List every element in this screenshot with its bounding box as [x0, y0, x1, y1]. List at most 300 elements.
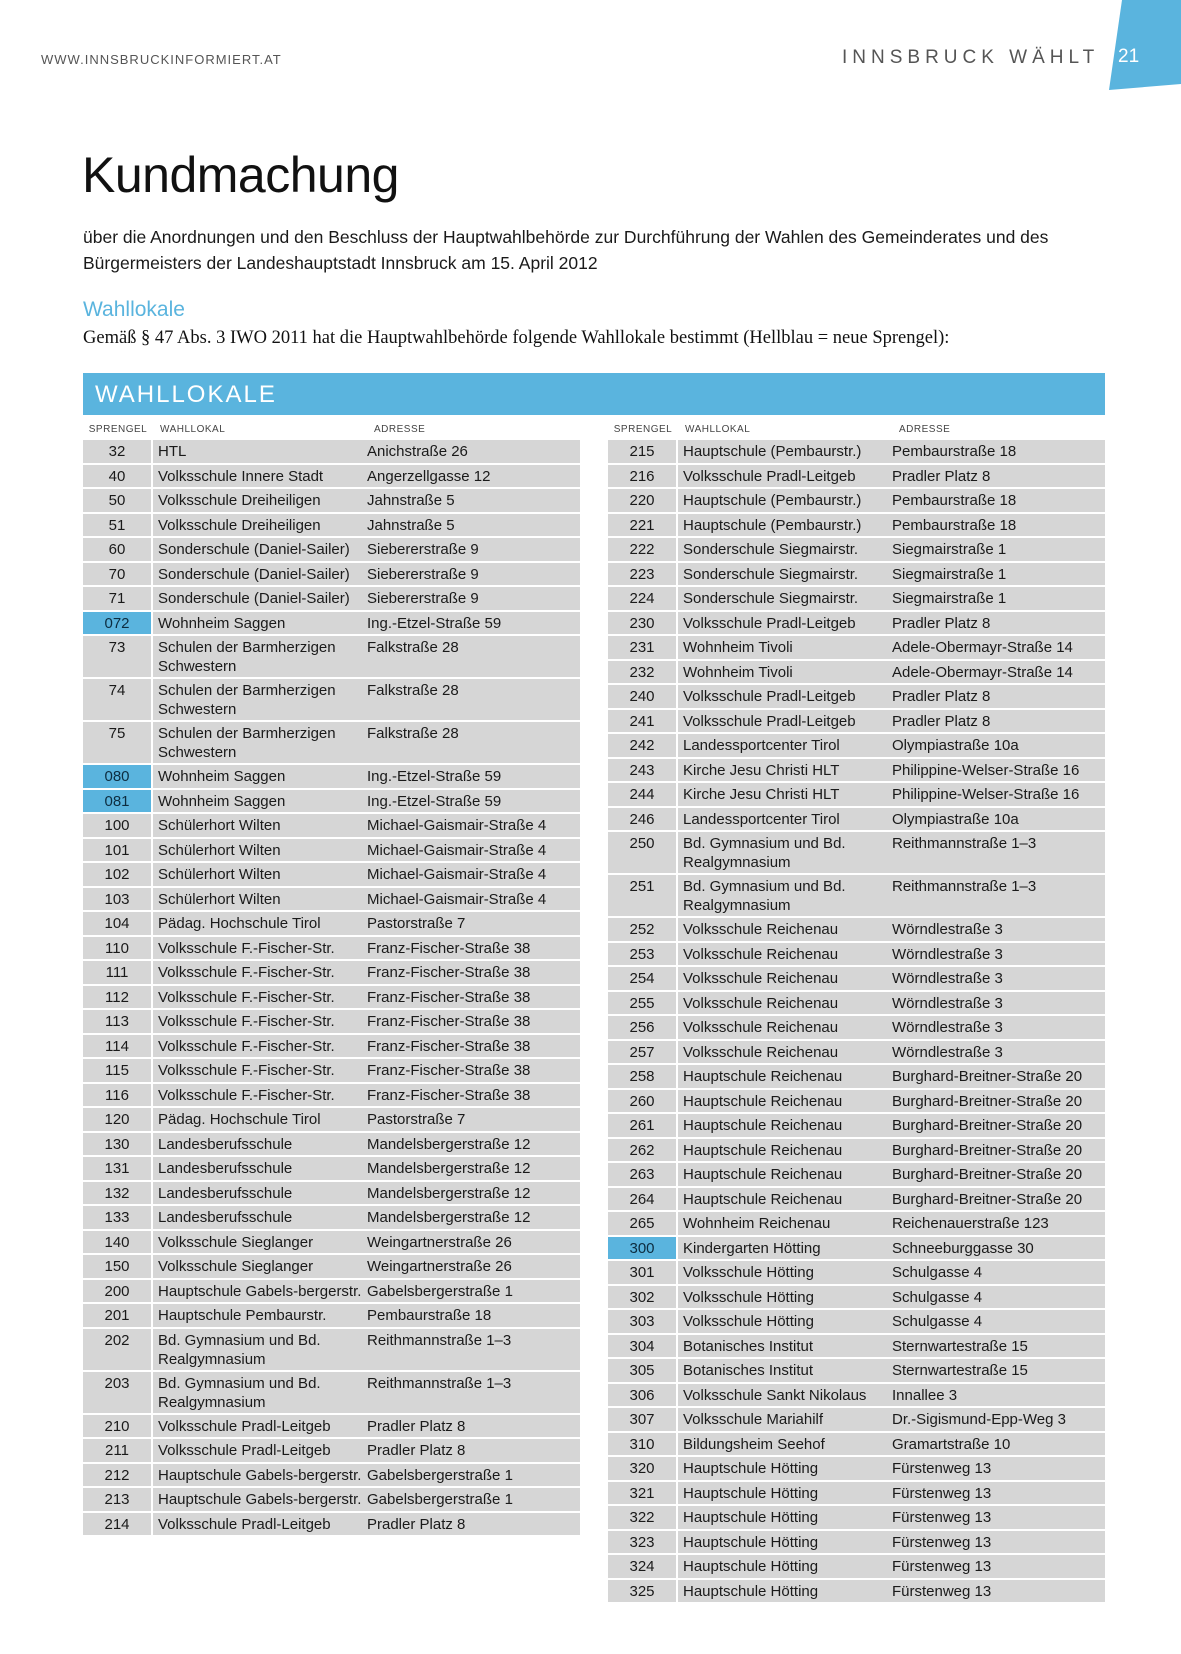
- adresse-cell: Pradler Platz 8: [892, 712, 991, 730]
- sprengel-cell: 60: [83, 538, 153, 561]
- sprengel-cell: 111: [83, 961, 153, 984]
- adresse-cell: Siebererstraße 9: [367, 590, 479, 607]
- wahllokal-cell: Volksschule F.-Fischer-Str.: [158, 964, 335, 981]
- sprengel-cell: 321: [608, 1482, 678, 1505]
- wahllokal-cell: Schülerhort Wilten: [158, 890, 281, 908]
- table-row: [608, 1433, 1105, 1458]
- adresse-cell: Pembaurstraße 18: [892, 516, 1017, 534]
- wahllokal-cell: Volksschule Pradl-Leitgeb: [158, 1417, 331, 1435]
- row-details: [678, 710, 1105, 733]
- wahllokal-cell: Volksschule Mariahilf: [683, 1411, 824, 1428]
- sprengel-cell: 102: [83, 863, 153, 886]
- row-details: [153, 1182, 580, 1205]
- table-row: [83, 1206, 580, 1231]
- sprengel-cell: 203: [83, 1372, 153, 1413]
- row-details: [678, 1433, 1105, 1456]
- wahllokal-cell: Volksschule Hötting: [683, 1313, 814, 1330]
- row-details: [153, 1231, 580, 1254]
- sprengel-cell: 215: [608, 440, 678, 463]
- wahllokal-cell: Hauptschule Reichenau: [683, 1141, 843, 1159]
- sprengel-cell: 305: [608, 1359, 678, 1382]
- sprengel-cell: 241: [608, 710, 678, 733]
- adresse-cell: Innallee 3: [892, 1386, 958, 1404]
- adresse-cell: Burghard-Breitner-Straße 20: [892, 1166, 1083, 1183]
- wahllokal-cell: Hauptschule (Pembaurstr.): [683, 443, 862, 460]
- adresse-cell: Reichenauerstraße 123: [892, 1215, 1049, 1232]
- wahllokal-cell: Schulen der Barmherzigen Schwestern: [158, 725, 336, 761]
- table-row: [608, 1163, 1105, 1188]
- wahllokal-cell: Hauptschule Hötting: [683, 1533, 819, 1551]
- adresse-cell: Wörndlestraße 3: [892, 1043, 1003, 1061]
- table-row: [608, 808, 1105, 833]
- table-row: [608, 514, 1105, 539]
- adresse-cell: Wörndlestraße 3: [892, 994, 1003, 1012]
- row-details: [153, 1059, 580, 1082]
- wahllokal-cell: Wohnheim Saggen: [158, 614, 286, 632]
- table-row: [608, 636, 1105, 661]
- row-details: [153, 1488, 580, 1511]
- wahllokal-cell: Volksschule Pradl-Leitgeb: [158, 1515, 331, 1533]
- wahllokal-cell: Volksschule Reichenau: [683, 1019, 839, 1036]
- sprengel-cell: 264: [608, 1188, 678, 1211]
- wahllokal-cell: Landesberufsschule: [158, 1135, 293, 1153]
- row-details: [153, 1304, 580, 1327]
- page-number: 21: [1118, 46, 1140, 67]
- sprengel-cell: 140: [83, 1231, 153, 1254]
- adresse-cell: Pastorstraße 7: [367, 1111, 466, 1128]
- table-banner: [83, 373, 1105, 415]
- table-row: [83, 1255, 580, 1280]
- table-row: [83, 863, 580, 888]
- table-row: [83, 986, 580, 1011]
- sprengel-cell: 243: [608, 759, 678, 782]
- table-row: [83, 1108, 580, 1133]
- wahllokal-cell: Schülerhort Wilten: [158, 817, 281, 834]
- table-row: [608, 465, 1105, 490]
- wahllokal-cell: Hauptschule Pembaurstr.: [158, 1307, 327, 1324]
- table-row: [608, 1114, 1105, 1139]
- wahllokal-cell: Landesberufsschule: [158, 1209, 293, 1226]
- row-details: [678, 1065, 1105, 1088]
- row-details: [678, 514, 1105, 537]
- table-row: [83, 440, 580, 465]
- wahllokal-cell: Hauptschule Reichenau: [683, 1092, 843, 1110]
- sprengel-cell: 256: [608, 1016, 678, 1039]
- sprengel-cell-new: 081: [83, 790, 153, 813]
- sprengel-cell: 263: [608, 1163, 678, 1186]
- sprengel-cell: 255: [608, 992, 678, 1015]
- row-details: [153, 1329, 580, 1370]
- adresse-cell: Pradler Platz 8: [367, 1417, 466, 1435]
- table-row: [608, 1580, 1105, 1605]
- row-details: [153, 538, 580, 561]
- table-row: [608, 1457, 1105, 1482]
- sprengel-cell: 51: [83, 514, 153, 537]
- adresse-cell: Wörndlestraße 3: [892, 970, 1003, 987]
- table-row: [83, 1464, 580, 1489]
- adresse-cell: Adele-Obermayr-Straße 14: [892, 639, 1073, 656]
- row-details: [678, 538, 1105, 561]
- header-sprengel: SPRENGEL: [88, 424, 148, 435]
- adresse-cell: Schulgasse 4: [892, 1313, 983, 1330]
- row-details: [153, 587, 580, 610]
- wahllokal-cell: Wohnheim Reichenau: [683, 1215, 831, 1232]
- wahllokal-cell: Bd. Gymnasium und Bd. Realgymnasium: [158, 1331, 321, 1368]
- wahllokal-cell: Bd. Gymnasium und Bd. Realgymnasium: [683, 878, 846, 914]
- row-details: [153, 1084, 580, 1107]
- wahllokal-cell: Volksschule Pradl-Leitgeb: [683, 467, 856, 485]
- wahllokal-cell: Volksschule Dreiheiligen: [158, 516, 321, 534]
- table-row: [608, 1090, 1105, 1115]
- adresse-cell: Wörndlestraße 3: [892, 921, 1003, 938]
- adresse-cell: Michael-Gaismair-Straße 4: [367, 841, 547, 859]
- wahllokal-cell: Volksschule F.-Fischer-Str.: [158, 1013, 335, 1030]
- table-row: [608, 1408, 1105, 1433]
- table-row: [608, 734, 1105, 759]
- adresse-cell: Mandelsbergerstraße 12: [367, 1184, 531, 1202]
- table-row: [83, 1035, 580, 1060]
- wahllokal-cell: HTL: [158, 443, 187, 460]
- row-details: [153, 563, 580, 586]
- sprengel-cell: 231: [608, 636, 678, 659]
- sprengel-cell: 262: [608, 1139, 678, 1162]
- sprengel-cell: 130: [83, 1133, 153, 1156]
- sprengel-cell: 246: [608, 808, 678, 831]
- table-row: [608, 1335, 1105, 1360]
- table-row: [608, 1237, 1105, 1262]
- wahllokal-cell: Hauptschule Hötting: [683, 1460, 819, 1477]
- table-row: [608, 1016, 1105, 1041]
- row-details: [678, 612, 1105, 635]
- table-row: [608, 967, 1105, 992]
- sprengel-cell: 222: [608, 538, 678, 561]
- wahllokal-cell: Volksschule Pradl-Leitgeb: [683, 614, 856, 632]
- section-title: INNSBRUCK WÄHLT: [842, 47, 1100, 68]
- wahllokal-cell: Sonderschule Siegmairstr.: [683, 565, 859, 583]
- sprengel-cell: 112: [83, 986, 153, 1009]
- row-details: [153, 765, 580, 788]
- sprengel-cell: 213: [83, 1488, 153, 1511]
- table-row: [83, 465, 580, 490]
- wahllokal-cell: Hauptschule (Pembaurstr.): [683, 492, 862, 509]
- adresse-cell: Franz-Fischer-Straße 38: [367, 1086, 531, 1104]
- wahllokal-cell: Volksschule F.-Fischer-Str.: [158, 939, 335, 957]
- adresse-cell: Franz-Fischer-Straße 38: [367, 988, 531, 1006]
- adresse-cell: Siegmairstraße 1: [892, 590, 1007, 607]
- row-details: [153, 1255, 580, 1278]
- sprengel-cell: 224: [608, 587, 678, 610]
- sprengel-cell: 211: [83, 1439, 153, 1462]
- adresse-cell: Jahnstraße 5: [367, 516, 455, 534]
- adresse-cell: Gramartstraße 10: [892, 1435, 1011, 1453]
- sprengel-cell: 242: [608, 734, 678, 757]
- wahllokal-cell: Pädag. Hochschule Tirol: [158, 1111, 321, 1128]
- table-row: [608, 1482, 1105, 1507]
- sprengel-cell: 40: [83, 465, 153, 488]
- table-row: [608, 1261, 1105, 1286]
- sprengel-cell: 260: [608, 1090, 678, 1113]
- sprengel-cell: 323: [608, 1531, 678, 1554]
- adresse-cell: Olympiastraße 10a: [892, 737, 1019, 754]
- wahllokal-cell: Schülerhort Wilten: [158, 866, 281, 883]
- row-details: [153, 814, 580, 837]
- page-tab: [1108, 0, 1181, 90]
- wahllokal-cell: Kindergarten Hötting: [683, 1239, 821, 1257]
- table-row: [608, 440, 1105, 465]
- adresse-cell: Philippine-Welser-Straße 16: [892, 761, 1080, 779]
- sprengel-cell: 244: [608, 783, 678, 806]
- sprengel-cell: 71: [83, 587, 153, 610]
- row-details: [678, 587, 1105, 610]
- wahllokal-cell: Botanisches Institut: [683, 1362, 814, 1379]
- row-details: [153, 790, 580, 813]
- table-body-left: [83, 440, 580, 1537]
- subtitle: Wahllokale: [83, 298, 185, 321]
- row-details: [678, 783, 1105, 806]
- row-details: [153, 961, 580, 984]
- wahllokal-cell: Botanisches Institut: [683, 1337, 814, 1355]
- wahllokal-cell: Sonderschule (Daniel-Sailer): [158, 565, 350, 583]
- table-row: [608, 661, 1105, 686]
- wahllokal-cell: Landessportcenter Tirol: [683, 810, 840, 828]
- row-details: [678, 1384, 1105, 1407]
- adresse-cell: Pradler Platz 8: [892, 688, 991, 705]
- table-row: [608, 1286, 1105, 1311]
- row-details: [678, 1310, 1105, 1333]
- row-details: [153, 1010, 580, 1033]
- wahllokal-cell: Wohnheim Tivoli: [683, 639, 793, 656]
- adresse-cell: Schulgasse 4: [892, 1264, 983, 1281]
- table-row: [83, 514, 580, 539]
- sprengel-cell: 301: [608, 1261, 678, 1284]
- adresse-cell: Reithmannstraße 1–3: [367, 1331, 512, 1349]
- table-left-column: [83, 422, 580, 1537]
- row-details: [678, 943, 1105, 966]
- table-row: [608, 1555, 1105, 1580]
- wahllokal-cell: Volksschule Reichenau: [683, 945, 839, 963]
- sprengel-cell: 131: [83, 1157, 153, 1180]
- table-row: [608, 759, 1105, 784]
- sprengel-cell: 324: [608, 1555, 678, 1578]
- wahllokal-cell: Hauptschule Gabels-bergerstr.: [158, 1466, 362, 1484]
- adresse-cell: Gabelsbergerstraße 1: [367, 1282, 513, 1300]
- table-row: [83, 1157, 580, 1182]
- sprengel-cell: 252: [608, 918, 678, 941]
- wahllokal-cell: Hauptschule Gabels-bergerstr.: [158, 1282, 362, 1300]
- row-details: [153, 888, 580, 911]
- row-details: [678, 1016, 1105, 1039]
- adresse-cell: Pembaurstraße 18: [367, 1307, 492, 1324]
- table-row: [608, 538, 1105, 563]
- row-details: [678, 992, 1105, 1015]
- adresse-cell: Siebererstraße 9: [367, 565, 479, 583]
- table-row: [608, 1041, 1105, 1066]
- row-details: [678, 918, 1105, 941]
- table-row: [608, 1065, 1105, 1090]
- row-details: [678, 489, 1105, 512]
- wahllokal-cell: Volksschule Hötting: [683, 1288, 814, 1306]
- adresse-cell: Sternwartestraße 15: [892, 1362, 1028, 1379]
- wahllokal-cell: Sonderschule Siegmairstr.: [683, 541, 859, 558]
- sprengel-cell: 50: [83, 489, 153, 512]
- table-body-right: [608, 440, 1105, 1604]
- table-row: [83, 912, 580, 937]
- table-row: [83, 765, 580, 790]
- row-details: [153, 1108, 580, 1131]
- row-details: [678, 563, 1105, 586]
- sprengel-cell: 101: [83, 839, 153, 862]
- adresse-cell: Franz-Fischer-Straße 38: [367, 964, 531, 981]
- wahllokal-cell: Kirche Jesu Christi HLT: [683, 786, 840, 803]
- sprengel-cell: 221: [608, 514, 678, 537]
- adresse-cell: Burghard-Breitner-Straße 20: [892, 1068, 1083, 1085]
- row-details: [678, 734, 1105, 757]
- wahllokal-cell: Schulen der Barmherzigen Schwestern: [158, 639, 336, 675]
- table-row: [608, 710, 1105, 735]
- table-row: [608, 685, 1105, 710]
- adresse-cell: Fürstenweg 13: [892, 1509, 992, 1526]
- row-details: [678, 1163, 1105, 1186]
- wahllokal-cell: Hauptschule (Pembaurstr.): [683, 516, 862, 534]
- site-url[interactable]: WWW.INNSBRUCKINFORMIERT.AT: [41, 52, 282, 67]
- table-row: [608, 1139, 1105, 1164]
- adresse-cell: Franz-Fischer-Straße 38: [367, 1062, 531, 1079]
- adresse-cell: Mandelsbergerstraße 12: [367, 1209, 531, 1226]
- adresse-cell: Schulgasse 4: [892, 1288, 983, 1306]
- sprengel-cell: 265: [608, 1212, 678, 1235]
- row-details: [678, 875, 1105, 916]
- table-row: [83, 937, 580, 962]
- wahllokal-cell: Kirche Jesu Christi HLT: [683, 761, 840, 779]
- table-row: [83, 612, 580, 637]
- table-row: [83, 1280, 580, 1305]
- adresse-cell: Pastorstraße 7: [367, 915, 466, 932]
- adresse-cell: Reithmannstraße 1–3: [892, 835, 1037, 852]
- row-details: [678, 1555, 1105, 1578]
- wahllokal-cell: Hauptschule Hötting: [683, 1582, 819, 1600]
- wahllokal-cell: Hauptschule Gabels-bergerstr.: [158, 1491, 362, 1508]
- table-right-column: [608, 422, 1105, 1604]
- adresse-cell: Michael-Gaismair-Straße 4: [367, 866, 547, 883]
- row-details: [678, 1212, 1105, 1235]
- row-details: [678, 1506, 1105, 1529]
- adresse-cell: Philippine-Welser-Straße 16: [892, 786, 1080, 803]
- table-row: [83, 679, 580, 722]
- table-banner-label: WAHLLOKALE: [95, 381, 277, 408]
- row-details: [678, 1237, 1105, 1260]
- wahllokal-cell: Volksschule Innere Stadt: [158, 467, 324, 485]
- wahllokal-cell: Volksschule Sankt Nikolaus: [683, 1386, 867, 1404]
- table-header: [608, 422, 1105, 440]
- row-details: [678, 1090, 1105, 1113]
- wahllokal-cell: Volksschule F.-Fischer-Str.: [158, 1086, 335, 1104]
- adresse-cell: Burghard-Breitner-Straße 20: [892, 1117, 1083, 1134]
- page-title: Kundmachung: [82, 147, 399, 203]
- table-row: [83, 1084, 580, 1109]
- table-row: [608, 943, 1105, 968]
- adresse-cell: Pembaurstraße 18: [892, 443, 1017, 460]
- row-details: [678, 967, 1105, 990]
- row-details: [153, 722, 580, 763]
- sprengel-cell: 251: [608, 875, 678, 916]
- sprengel-cell: 240: [608, 685, 678, 708]
- sprengel-cell: 104: [83, 912, 153, 935]
- row-details: [678, 1286, 1105, 1309]
- table-row: [83, 1182, 580, 1207]
- table-row: [83, 888, 580, 913]
- table-row: [83, 587, 580, 612]
- header-adresse: ADRESSE: [899, 424, 951, 435]
- table-row: [83, 961, 580, 986]
- sprengel-cell: 261: [608, 1114, 678, 1137]
- sprengel-cell: 73: [83, 636, 153, 677]
- adresse-cell: Falkstraße 28: [367, 725, 459, 742]
- adresse-cell: Reithmannstraße 1–3: [367, 1374, 512, 1392]
- row-details: [153, 612, 580, 635]
- wahllokal-cell: Wohnheim Tivoli: [683, 663, 793, 681]
- adresse-cell: Siegmairstraße 1: [892, 565, 1007, 583]
- table-row: [83, 1439, 580, 1464]
- row-details: [153, 465, 580, 488]
- adresse-cell: Wörndlestraße 3: [892, 1019, 1003, 1036]
- adresse-cell: Weingartnerstraße 26: [367, 1233, 512, 1251]
- row-details: [153, 1372, 580, 1413]
- adresse-cell: Pradler Platz 8: [367, 1442, 466, 1459]
- adresse-cell: Angerzellgasse 12: [367, 467, 491, 485]
- table-row: [83, 1133, 580, 1158]
- table-row: [83, 636, 580, 679]
- adresse-cell: Wörndlestraße 3: [892, 945, 1003, 963]
- sprengel-cell: 116: [83, 1084, 153, 1107]
- wahllokal-cell: Sonderschule (Daniel-Sailer): [158, 541, 350, 558]
- adresse-cell: Ing.-Etzel-Straße 59: [367, 768, 502, 785]
- adresse-cell: Weingartnerstraße 26: [367, 1258, 512, 1275]
- sprengel-cell: 103: [83, 888, 153, 911]
- wahllokal-cell: Hauptschule Hötting: [683, 1509, 819, 1526]
- table-row: [608, 1212, 1105, 1237]
- sprengel-cell: 32: [83, 440, 153, 463]
- row-details: [153, 986, 580, 1009]
- wahllokal-cell: Sonderschule (Daniel-Sailer): [158, 590, 350, 607]
- adresse-cell: Franz-Fischer-Straße 38: [367, 1013, 531, 1030]
- row-details: [153, 1513, 580, 1536]
- wahllokal-cell: Wohnheim Saggen: [158, 768, 286, 785]
- wahllokal-cell: Landessportcenter Tirol: [683, 737, 840, 754]
- sprengel-cell: 307: [608, 1408, 678, 1431]
- row-details: [153, 1439, 580, 1462]
- header-adresse: ADRESSE: [374, 424, 426, 435]
- wahllokal-cell: Volksschule Sieglanger: [158, 1233, 314, 1251]
- sprengel-cell: 201: [83, 1304, 153, 1327]
- row-details: [678, 1408, 1105, 1431]
- adresse-cell: Pembaurstraße 18: [892, 492, 1017, 509]
- sprengel-cell: 257: [608, 1041, 678, 1064]
- wahllokal-cell: Wohnheim Saggen: [158, 792, 286, 810]
- sprengel-cell: 230: [608, 612, 678, 635]
- sprengel-cell: 110: [83, 937, 153, 960]
- row-details: [153, 1157, 580, 1180]
- adresse-cell: Fürstenweg 13: [892, 1582, 992, 1600]
- table-row: [83, 1372, 580, 1415]
- row-details: [153, 1464, 580, 1487]
- adresse-cell: Fürstenweg 13: [892, 1533, 992, 1551]
- adresse-cell: Burghard-Breitner-Straße 20: [892, 1141, 1083, 1159]
- sprengel-cell: 302: [608, 1286, 678, 1309]
- row-details: [678, 1457, 1105, 1480]
- wahllokal-cell: Hauptschule Reichenau: [683, 1190, 843, 1208]
- wahllokal-cell: Volksschule F.-Fischer-Str.: [158, 1062, 335, 1079]
- adresse-cell: Fürstenweg 13: [892, 1460, 992, 1477]
